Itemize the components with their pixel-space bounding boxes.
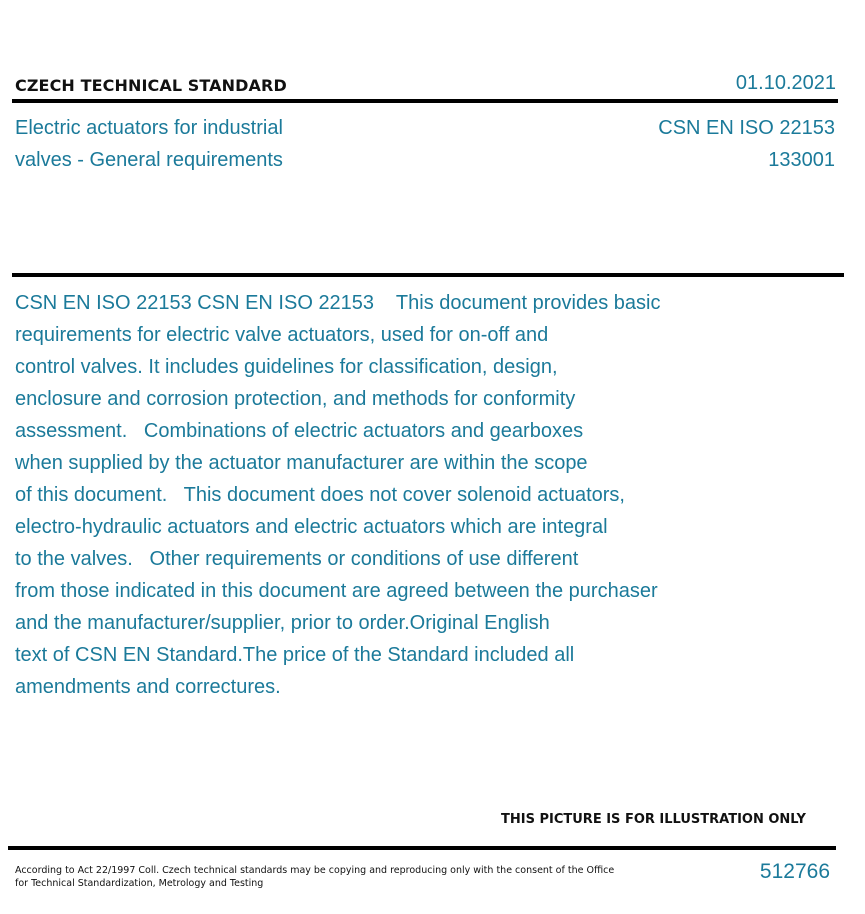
description-line: when supplied by the actuator manufacturer are within the scope [15, 452, 588, 474]
description-line: control valves. It includes guidelines for classification, design, [15, 356, 558, 378]
standard-title-line-1: Electric actuators for industrial [15, 117, 283, 139]
description-line: to the valves. Other requirements or conditions of use different [15, 548, 579, 570]
description-line: enclosure and corrosion protection, and methods for conformity [15, 388, 576, 410]
description-line: text of CSN EN Standard.The price of the Standard included all [15, 644, 575, 666]
legal-notice-line-1: According to Act 22/1997 Coll. Czech technical standards may be copying and reproducing only with the consent of the Office [15, 865, 615, 876]
standard-code: CSN EN ISO 22153 [658, 117, 835, 139]
description-line: assessment. Combinations of electric actuators and gearboxes [15, 420, 584, 442]
middle-divider [12, 273, 844, 277]
description-line: from those indicated in this document are agreed between the purchaser [15, 580, 658, 602]
classification-number: 133001 [768, 149, 835, 171]
bottom-divider [8, 846, 836, 850]
document-number: 512766 [759, 860, 830, 883]
legal-notice [15, 864, 614, 890]
standard-description [15, 287, 735, 703]
description-line: requirements for electric valve actuators, used for on-off and [15, 324, 549, 346]
legal-notice-line-2: for Technical Standardization, Metrology and Testing [15, 878, 264, 889]
description-line: amendments and correctures. [15, 676, 281, 698]
description-line: and the manufacturer/supplier, prior to order.Original English [15, 612, 550, 634]
description-line: CSN EN ISO 22153 CSN EN ISO 22153 This document provides basic [15, 292, 661, 314]
document-type-label: CZECH TECHNICAL STANDARD [15, 76, 287, 95]
illustration-disclaimer: THIS PICTURE IS FOR ILLUSTRATION ONLY [501, 812, 806, 827]
publication-date: 01.10.2021 [735, 72, 836, 94]
standard-title-line-2: valves - General requirements [15, 149, 283, 171]
top-divider [12, 99, 838, 103]
description-line: electro-hydraulic actuators and electric actuators which are integral [15, 516, 608, 538]
description-line: of this document. This document does not cover solenoid actuators, [15, 484, 625, 506]
